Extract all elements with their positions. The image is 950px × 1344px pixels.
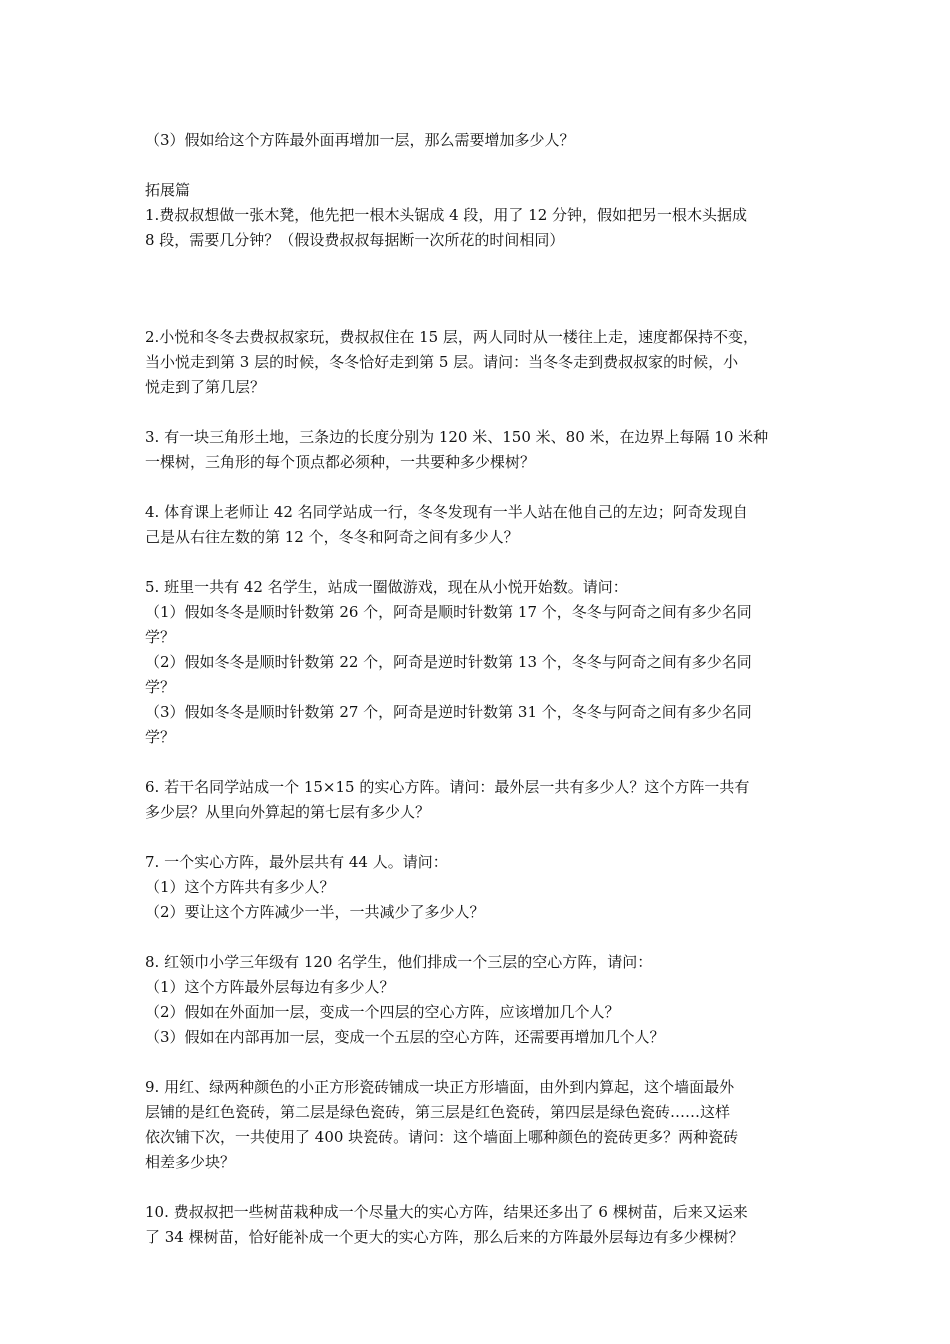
question-8-line-4: （3）假如在内部再加一层，变成一个五层的空心方阵，还需要再增加几个人？: [145, 1028, 665, 1046]
question-9-line-4: 相差多少块？: [145, 1153, 236, 1171]
question-2-line-1: 2.小悦和冬冬去费叔叔家玩，费叔叔住在 15 层，两人同时从一楼往上走，速度都保持不变，: [145, 328, 758, 346]
question-10-line-2: 了 34 棵树苗，恰好能补成一个更大的实心方阵，那么后来的方阵最外层每边有多少棵树？: [145, 1228, 744, 1246]
spacer: [145, 475, 815, 500]
prior-subquestion-3: （3）假如给这个方阵最外面再增加一层，那么需要增加多少人？: [145, 131, 575, 149]
question-4-line-2: 己是从右往左数的第 12 个，冬冬和阿奇之间有多少人？: [145, 528, 519, 546]
spacer: [145, 750, 815, 775]
question-9-line-3: 依次铺下次，一共使用了 400 块瓷砖。请问：这个墙面上哪种颜色的瓷砖更多？两种瓷砖: [145, 1128, 739, 1146]
question-5-line-5: 学？: [145, 678, 176, 696]
spacer: [145, 825, 815, 850]
question-5: [145, 575, 815, 750]
spacer: [145, 400, 815, 425]
question-9: [145, 1075, 815, 1175]
spacer: [145, 550, 815, 575]
question-7-line-1: 7. 一个实心方阵，最外层共有 44 人。请问：: [145, 853, 448, 871]
question-9-line-1: 9. 用红、绿两种颜色的小正方形瓷砖铺成一块正方形墙面，由外到内算起，这个墙面最外: [145, 1078, 735, 1096]
question-6-line-2: 多少层？从里向外算起的第七层有多少人？: [145, 803, 431, 821]
question-8-line-2: （1）这个方阵最外层每边有多少人？: [145, 978, 395, 996]
question-2: [145, 325, 815, 400]
question-7-line-2: （1）这个方阵共有多少人？: [145, 878, 335, 896]
spacer: [145, 253, 815, 325]
question-2-line-3: 悦走到了第几层？: [145, 378, 266, 396]
question-3: [145, 425, 815, 475]
question-4-line-1: 4. 体育课上老师让 42 名同学站成一行，冬冬发现有一半人站在他自己的左边；阿奇发现自: [145, 503, 748, 521]
question-1-line-2: 8 段，需要几分钟？（假设费叔叔每据断一次所花的时间相同）: [145, 231, 565, 249]
question-6: [145, 775, 815, 825]
question-10: [145, 1200, 815, 1250]
question-1-line-1: 1.费叔叔想做一张木凳，他先把一根木头锯成 4 段，用了 12 分钟，假如把另一根木头据成: [145, 206, 748, 224]
question-5-line-2: （1）假如冬冬是顺时针数第 26 个，阿奇是顺时针数第 17 个，冬冬与阿奇之间有多少名同: [145, 603, 752, 621]
question-10-line-1: 10. 费叔叔把一些树苗栽种成一个尽量大的实心方阵，结果还多出了 6 棵树苗，后来又运来: [145, 1203, 748, 1221]
question-9-line-2: 层铺的是红色瓷砖，第二层是绿色瓷砖，第三层是红色瓷砖，第四层是绿色瓷砖……这样: [145, 1103, 731, 1121]
question-2-line-2: 当小悦走到第 3 层的时候，冬冬恰好走到第 5 层。请问：当冬冬走到费叔叔家的时候，小: [145, 353, 739, 371]
question-6-line-1: 6. 若干名同学站成一个 15×15 的实心方阵。请问：最外层一共有多少人？这个方阵一共有: [145, 778, 750, 796]
question-5-line-4: （2）假如冬冬是顺时针数第 22 个，阿奇是逆时针数第 13 个，冬冬与阿奇之间有多少名同: [145, 653, 752, 671]
question-3-line-2: 一棵树，三角形的每个顶点都必须种，一共要种多少棵树？: [145, 453, 536, 471]
question-5-line-3: 学？: [145, 628, 176, 646]
question-8: [145, 950, 815, 1050]
question-3-line-1: 3. 有一块三角形土地，三条边的长度分别为 120 米、150 米、80 米，在边界上每隔 10 米种: [145, 428, 769, 446]
question-5-line-7: 学？: [145, 728, 176, 746]
question-5-line-1: 5. 班里一共有 42 名学生，站成一圈做游戏，现在从小悦开始数。请问：: [145, 578, 628, 596]
question-4: [145, 500, 815, 550]
document-body: [145, 128, 815, 1250]
question-5-line-6: （3）假如冬冬是顺时针数第 27 个，阿奇是逆时针数第 31 个，冬冬与阿奇之间有多少名同: [145, 703, 752, 721]
spacer: [145, 153, 815, 178]
question-1: [145, 203, 815, 253]
question-7-line-3: （2）要让这个方阵减少一半，一共减少了多少人？: [145, 903, 485, 921]
question-8-line-3: （2）假如在外面加一层，变成一个四层的空心方阵，应该增加几个人？: [145, 1003, 620, 1021]
question-7: [145, 850, 815, 925]
question-8-line-1: 8. 红领巾小学三年级有 120 名学生，他们排成一个三层的空心方阵，请问：: [145, 953, 653, 971]
spacer: [145, 1175, 815, 1200]
spacer: [145, 925, 815, 950]
spacer: [145, 1050, 815, 1075]
section-title: 拓展篇: [145, 181, 191, 199]
